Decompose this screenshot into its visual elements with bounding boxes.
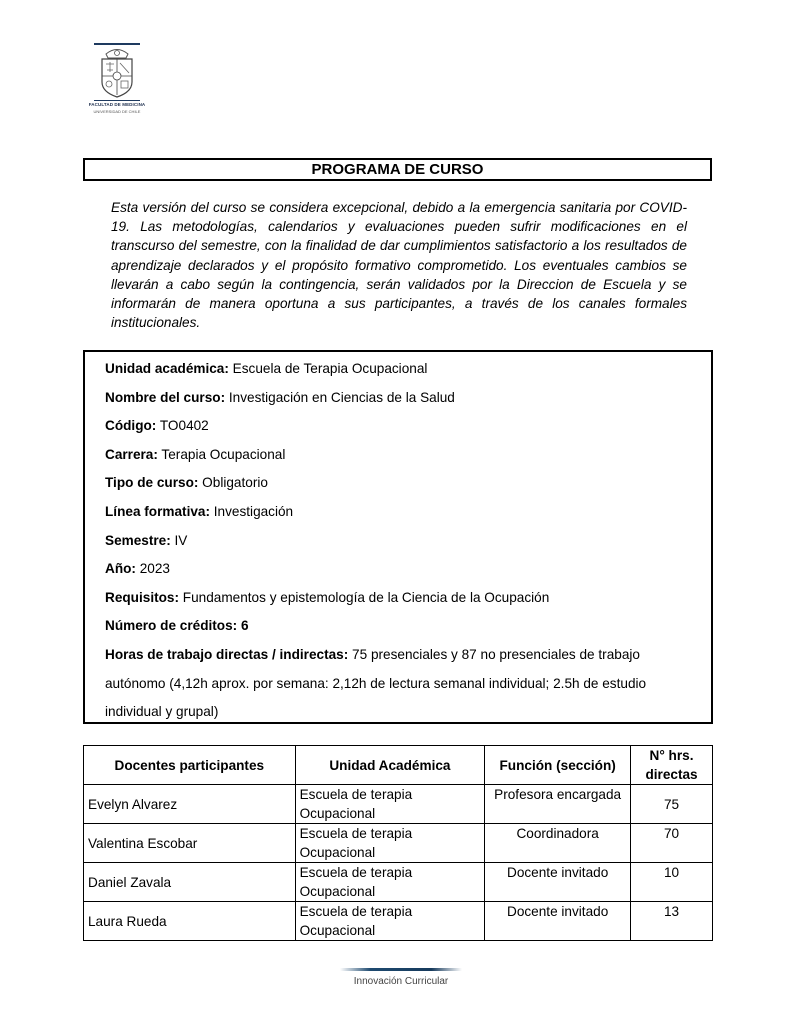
info-label: Año: [105, 561, 136, 577]
info-label: Carrera: [105, 446, 158, 462]
teacher-unit: Escuela de terapia Ocupacional [295, 863, 485, 902]
page-title: PROGRAMA DE CURSO [83, 158, 712, 181]
info-value: Investigación [210, 503, 294, 519]
teacher-unit: Escuela de terapia Ocupacional [295, 824, 485, 863]
teacher-hours: 70 [631, 824, 713, 863]
teacher-role: Docente invitado [485, 902, 631, 941]
logo-faculty-name: FACULTAD DE MEDICINA [88, 102, 146, 107]
info-semestre [105, 527, 699, 556]
info-tipo [105, 469, 699, 498]
info-value: Obligatorio [198, 475, 268, 491]
teacher-name: Evelyn Alvarez [84, 785, 296, 824]
footer-brand [340, 964, 462, 994]
teacher-hours: 75 [631, 785, 713, 824]
info-label: Tipo de curso: [105, 475, 199, 491]
info-value: 2023 [135, 561, 170, 577]
logo-university-name: UNIVERSIDAD DE CHILE [93, 109, 141, 114]
teacher-role: Coordinadora [485, 824, 631, 863]
column-header: Docentes participantes [84, 746, 296, 785]
info-linea [105, 498, 699, 527]
info-horas [105, 641, 699, 727]
teacher-name: Valentina Escobar [84, 824, 296, 863]
column-header: N° hrs. directas [631, 746, 713, 785]
info-value: TO0402 [156, 418, 209, 434]
table-row [84, 902, 713, 941]
teacher-role: Profesora encargada [485, 785, 631, 824]
footer-divider [340, 968, 462, 971]
info-carrera [105, 441, 699, 470]
info-creditos [105, 612, 699, 641]
info-anio [105, 555, 699, 584]
column-header: Función (sección) [485, 746, 631, 785]
teacher-unit: Escuela de terapia Ocupacional [295, 785, 485, 824]
teachers-table [83, 745, 713, 941]
info-label: Requisitos: [105, 589, 180, 605]
info-label: Horas de trabajo directas / indirectas: [105, 646, 349, 662]
teacher-name: Laura Rueda [84, 902, 296, 941]
column-header: Unidad Académica [295, 746, 485, 785]
info-value: Investigación en Ciencias de la Salud [225, 389, 455, 405]
info-value: Escuela de Terapia Ocupacional [228, 361, 428, 376]
table-row [84, 824, 713, 863]
info-label: Semestre: [105, 532, 171, 548]
info-nombre [105, 384, 699, 413]
info-label: Unidad académica: [105, 361, 229, 376]
table-header-row [84, 746, 713, 785]
coat-of-arms-icon [88, 42, 146, 102]
info-label: Línea formativa: [105, 503, 210, 519]
info-value: Terapia Ocupacional [157, 446, 286, 462]
teacher-hours: 13 [631, 902, 713, 941]
info-value: 75 presenciales y 87 no presenciales de trabajo autónomo (4,12h aprox. por semana: 2,12h de lectura semanal individual; 2.5h de estudio individual y grupal) [105, 646, 647, 720]
covid-disclaimer: Esta versión del curso se considera excepcional, debido a la emergencia sanitaria por COVID-19. Las metodologías, calendarios y evaluaciones pueden sufrir modificaciones en el transcurso del semestre, con la finalidad de dar cumplimientos satisfactorio a los resultados de aprendizaje declarados y el propósito formativo comprometido. Los eventuales cambios se llevarán a cabo según la contingencia, serán validados por la Direccion de Escuela y se informarán de manera oportuna a sus participantes, a través de los canales formales institucionales. [111, 200, 687, 331]
info-value: IV [170, 532, 188, 548]
teacher-role: Docente invitado [485, 863, 631, 902]
info-label: Nombre del curso: [105, 389, 226, 405]
teacher-hours: 10 [631, 863, 713, 902]
info-unidad [105, 355, 699, 384]
course-info-box [83, 350, 713, 724]
info-label: Número de créditos: 6 [105, 618, 249, 634]
table-row [84, 863, 713, 902]
info-value: Fundamentos y epistemología de la Ciencia de la Ocupación [179, 589, 550, 605]
table-row [84, 785, 713, 824]
info-label: Código: [105, 418, 157, 434]
teacher-unit: Escuela de terapia Ocupacional [295, 902, 485, 941]
faculty-logo [88, 42, 146, 120]
info-codigo [105, 412, 699, 441]
teacher-name: Daniel Zavala [84, 863, 296, 902]
footer-text: Innovación Curricular [353, 976, 449, 987]
info-requisitos [105, 584, 699, 613]
